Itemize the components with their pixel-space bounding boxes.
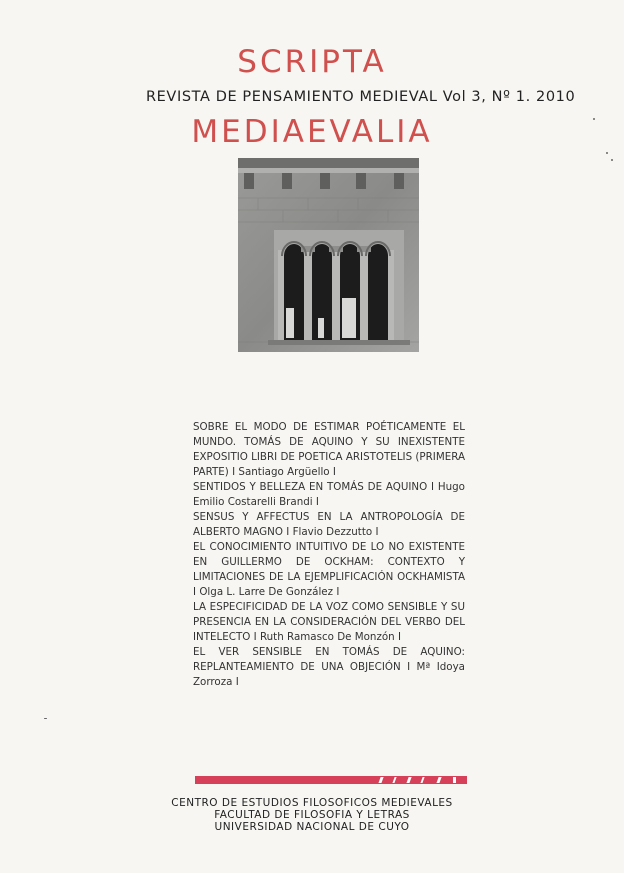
journal-subtitle: REVISTA DE PENSAMIENTO MEDIEVAL Vol 3, Nº 1. 2010 [146, 89, 576, 105]
toc-entry-title: SENTIDOS Y BELLEZA EN TOMÁS DE AQUINO [193, 481, 428, 493]
toc-entry-title: EL VER SENSIBLE EN TOMÁS DE AQUINO: REPLANTEAMIENTO DE UNA OBJECIÓN [193, 646, 465, 673]
scan-speck [606, 152, 608, 154]
scan-speck [611, 159, 613, 161]
toc-entry-author: Flavio Dezzutto [292, 526, 373, 538]
publisher-faculty: FACULTAD DE FILOSOFIA Y LETRAS [214, 809, 410, 821]
toc-entry-author: Mª Idoya Zorroza [193, 661, 465, 688]
journal-title-top: SCRIPTA [237, 44, 387, 80]
toc-entry-author: Olga L. Larre De González [199, 586, 334, 598]
scan-speck [593, 118, 595, 120]
publisher-university: UNIVERSIDAD NACIONAL DE CUYO [214, 821, 410, 833]
publisher-info [0, 797, 624, 833]
toc-entry: EL VER SENSIBLE EN TOMÁS DE AQUINO: REPLANTEAMIENTO DE UNA OBJECIÓN I Mª Idoya Zorroza I [193, 646, 465, 688]
toc-entry: EL CONOCIMIENTO INTUITIVO DE LO NO EXISTENTE EN GUILLERMO DE OCKHAM: CONTEXTO Y LIMITACIONES DE LA EJEMPLIFICACIÓN OCKHAMISTA I Olga L. Larre De González I [193, 541, 465, 598]
toc-entry: LA ESPECIFICIDAD DE LA VOZ COMO SENSIBLE Y SU PRESENCIA EN LA CONSIDERACIÓN DEL VERBO DEL INTELECTO I Ruth Ramasco De Monzón I [193, 601, 465, 643]
publisher-logo-strip [195, 776, 467, 784]
toc-entry: SOBRE EL MODO DE ESTIMAR POÉTICAMENTE EL MUNDO. TOMÁS DE AQUINO Y SU INEXISTENTE EXPOSITIO LIBRI DE POETICA ARISTOTELIS (PRIMERA PARTE) I Santiago Argüello I [193, 421, 465, 478]
table-of-contents [193, 420, 465, 690]
toc-entry-title: SENSUS Y AFFECTUS EN LA ANTROPOLOGÍA DE ALBERTO MAGNO [193, 511, 465, 538]
journal-title-bottom: MEDIAEVALIA [191, 114, 433, 150]
toc-entry-author: Hugo Emilio Costarelli Brandi [193, 481, 465, 508]
toc-entry-title: SOBRE EL MODO DE ESTIMAR POÉTICAMENTE EL MUNDO. TOMÁS DE AQUINO Y SU INEXISTENTE EXPOSITIO LIBRI DE POETICA ARISTOTELIS (PRIMERA PARTE) [193, 421, 465, 478]
scan-speck [44, 718, 47, 719]
cover-photo [238, 158, 419, 352]
toc-entry-author: Santiago Argüello [238, 466, 330, 478]
toc-entry: SENSUS Y AFFECTUS EN LA ANTROPOLOGÍA DE ALBERTO MAGNO I Flavio Dezzutto I [193, 511, 465, 538]
publisher-center: CENTRO DE ESTUDIOS FILOSOFICOS MEDIEVALES [171, 797, 453, 809]
toc-entry: SENTIDOS Y BELLEZA EN TOMÁS DE AQUINO I Hugo Emilio Costarelli Brandi I [193, 481, 465, 508]
toc-entry-author: Ruth Ramasco De Monzón [259, 631, 395, 643]
toc-entry-title: LA ESPECIFICIDAD DE LA VOZ COMO SENSIBLE Y SU PRESENCIA EN LA CONSIDERACIÓN DEL VERBO DEL INTELECTO [193, 601, 465, 643]
toc-entry-title: EL CONOCIMIENTO INTUITIVO DE LO NO EXISTENTE EN GUILLERMO DE OCKHAM: CONTEXTO Y LIMITACIONES DE LA EJEMPLIFICACIÓN OCKHAMISTA [193, 541, 465, 583]
